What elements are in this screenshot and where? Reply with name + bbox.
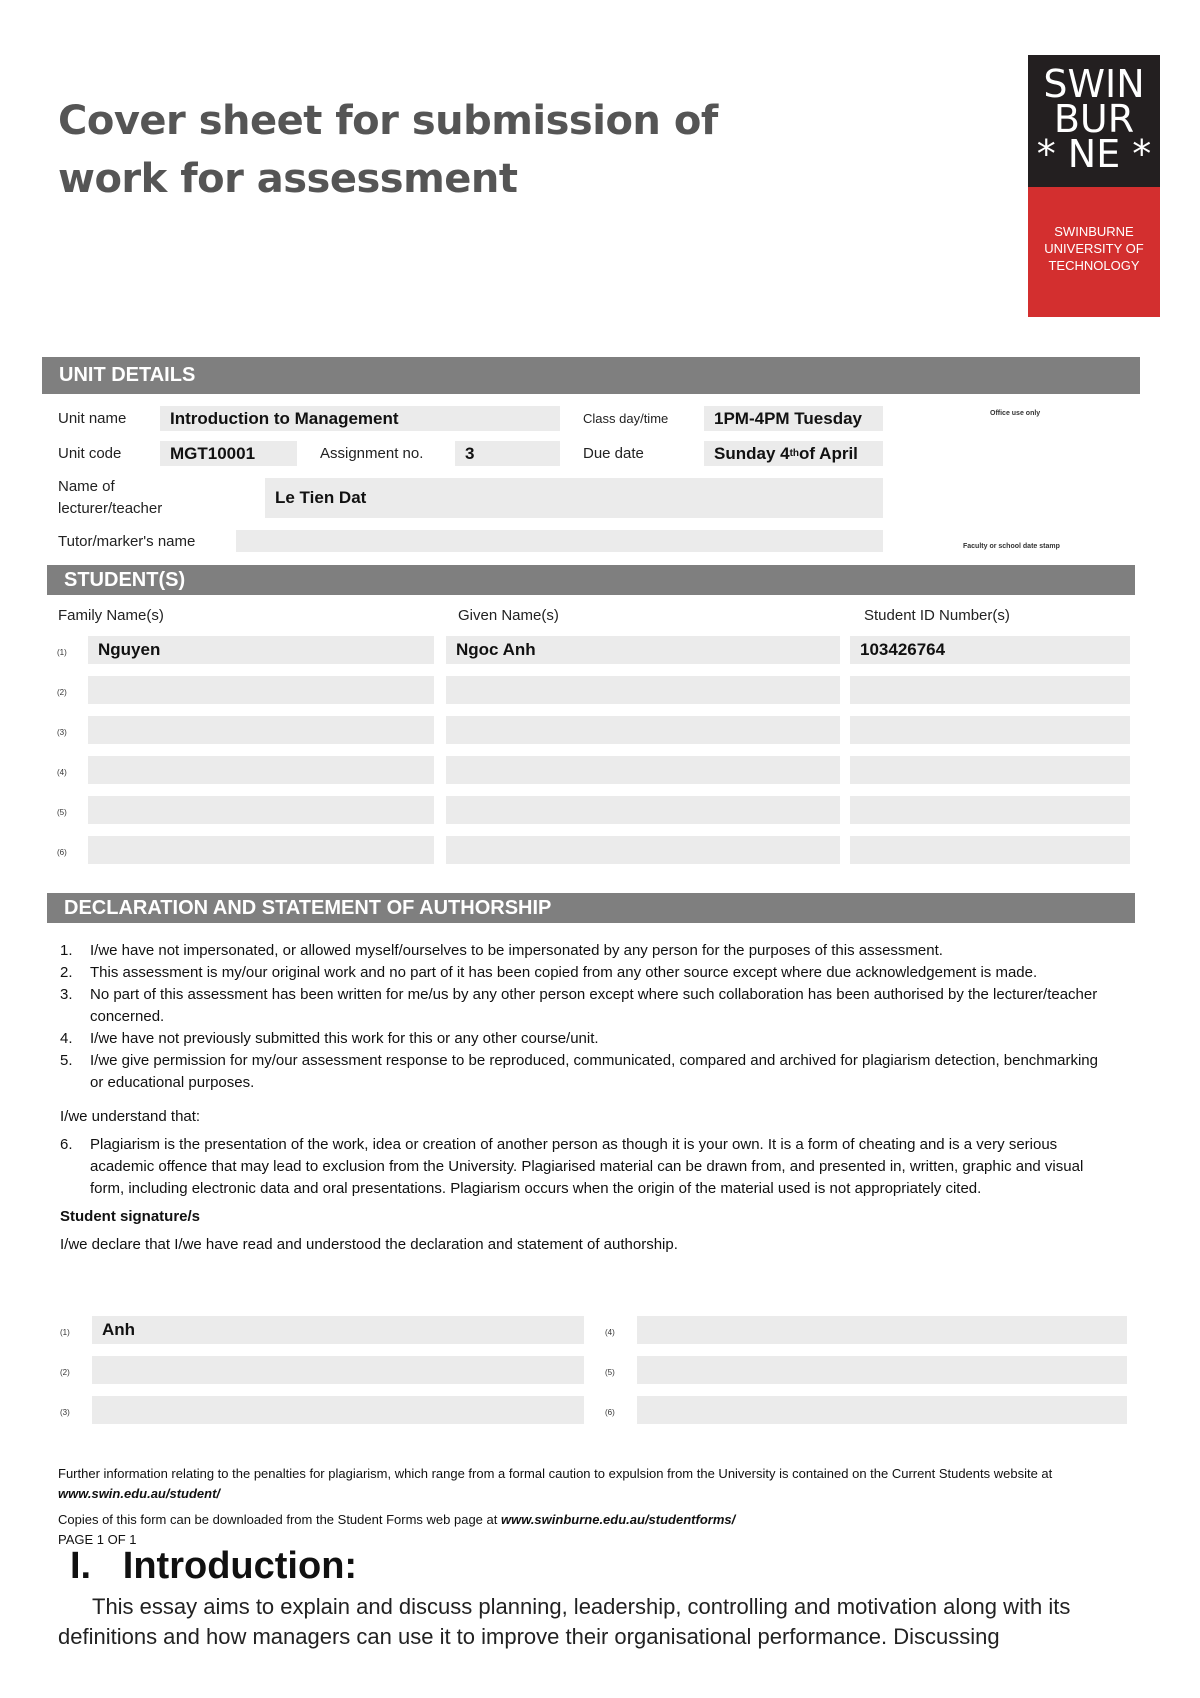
unit-code-label: Unit code [58, 445, 122, 462]
declaration-item: 1. I/we have not impersonated, or allowed myself/ourselves to be impersonated by any person for the purposes of this assessment. [60, 942, 943, 959]
faculty-stamp-label: Faculty or school date stamp [963, 543, 1060, 550]
signature-statement: I/we declare that I/we have read and understood the declaration and statement of authorship. [60, 1236, 678, 1253]
declaration-heading: DECLARATION AND STATEMENT OF AUTHORSHIP [47, 893, 1135, 923]
family-name-field[interactable] [88, 716, 434, 744]
unit-details-heading: UNIT DETAILS [42, 357, 1140, 394]
signature-number: (6) [605, 1408, 615, 1417]
given-name-field[interactable] [446, 756, 840, 784]
declaration-item: 2. This assessment is my/our original work and no part of it has been copied from any other source except where due acknowledgement is made. [60, 964, 1038, 981]
student-id-field[interactable] [850, 716, 1130, 744]
assignment-no-label: Assignment no. [320, 445, 424, 462]
understand-text: I/we understand that: [60, 1108, 201, 1125]
given-name-field[interactable]: Ngoc Anh [446, 636, 840, 664]
student-row-number: (2) [57, 688, 67, 697]
due-date-field[interactable]: Sunday 4 th of April [704, 441, 883, 466]
signature-number: (2) [60, 1368, 70, 1377]
student-forms-link[interactable]: www.swinburne.edu.au/studentforms/ [500, 1512, 736, 1527]
declaration-list [60, 940, 1110, 1094]
student-id-field[interactable] [850, 676, 1130, 704]
given-name-field[interactable] [446, 676, 840, 704]
given-name-header: Given Name(s) [458, 607, 559, 624]
student-row-number: (4) [57, 768, 67, 777]
introduction-text: This essay aims to explain and discuss planning, leadership, controlling and motivation along with its definitions and how managers can use it to improve their organisational performance. Discussing [58, 1594, 1071, 1649]
students-heading: STUDENT(S) [47, 565, 1135, 595]
class-time-label: Class day/time [583, 411, 669, 426]
introduction-heading: I. Introduction: [70, 1545, 358, 1587]
signature-field[interactable] [637, 1356, 1127, 1384]
unit-name-field[interactable]: Introduction to Management [160, 406, 560, 431]
family-name-field[interactable]: Nguyen [88, 636, 434, 664]
logo-subtitle: SWINBURNE UNIVERSITY OF TECHNOLOGY [1028, 187, 1160, 317]
tutor-field[interactable] [236, 530, 883, 552]
copies-info: Copies of this form can be downloaded from the Student Forms web page at www.swinburne.edu.au/studentforms/ [58, 1512, 736, 1527]
family-name-header: Family Name(s) [58, 607, 164, 624]
assignment-no-field[interactable]: 3 [455, 441, 560, 466]
office-use-label: Office use only [990, 410, 1041, 417]
student-link[interactable]: www.swin.edu.au/student/ [58, 1486, 221, 1501]
family-name-field[interactable] [88, 836, 434, 864]
swinburne-logo [1028, 55, 1160, 317]
family-name-field[interactable] [88, 756, 434, 784]
signature-field[interactable] [637, 1396, 1127, 1424]
declaration-item: 6. Plagiarism is the presentation of the work, idea or creation of another person as though it is your own. It is a form of cheating and is a very serious academic offence that may lead to exclusion from the University. Plagiarised material can be drawn from, and presented in, written, graphic and visual form, including electronic data and oral presentations. Plagiarism occurs when the origin of the material used is not appropriately cited. [60, 1136, 1084, 1197]
further-info: Further information relating to the penalties for plagiarism, which range from a formal caution to expulsion from the University is contained on the Current Students website at www.swin.edu.au/student/ [58, 1466, 1053, 1501]
signature-heading: Student signature/s [60, 1208, 201, 1225]
signature-number: (4) [605, 1328, 615, 1337]
unit-name-label: Unit name [58, 410, 127, 427]
student-row-number: (1) [57, 648, 67, 657]
given-name-field[interactable] [446, 716, 840, 744]
student-id-field[interactable] [850, 796, 1130, 824]
given-name-field[interactable] [446, 836, 840, 864]
given-name-field[interactable] [446, 796, 840, 824]
page-number: PAGE 1 OF 1 [58, 1532, 137, 1547]
signature-field[interactable] [637, 1316, 1127, 1344]
lecturer-field[interactable]: Le Tien Dat [265, 478, 883, 518]
lecturer-label: Name of lecturer/teacher [58, 478, 163, 517]
student-row-number: (3) [57, 728, 67, 737]
student-id-field[interactable]: 103426764 [850, 636, 1130, 664]
family-name-field[interactable] [88, 796, 434, 824]
due-date-label: Due date [583, 445, 644, 462]
declaration-body [60, 940, 1110, 1256]
family-name-field[interactable] [88, 676, 434, 704]
signature-number: (1) [60, 1328, 70, 1337]
title-line-1: Cover sheet for submission of [58, 98, 718, 144]
page-title [58, 92, 758, 208]
declaration-item: 3. No part of this assessment has been written for me/us by any other person except where such collaboration has been authorised by the lecturer/teacher concerned. [60, 986, 1098, 1025]
declaration-item: 4. I/we have not previously submitted this work for this or any other course/unit. [60, 1030, 599, 1047]
student-id-header: Student ID Number(s) [864, 607, 1010, 624]
student-row-number: (6) [57, 848, 67, 857]
signature-field[interactable] [92, 1396, 584, 1424]
signature-field[interactable]: Anh [92, 1316, 584, 1344]
tutor-label: Tutor/marker's name [58, 533, 196, 550]
class-time-field[interactable]: 1PM-4PM Tuesday [704, 406, 883, 431]
signature-number: (3) [60, 1408, 70, 1417]
student-row-number: (5) [57, 808, 67, 817]
title-line-2: work for assessment [58, 156, 518, 202]
student-id-field[interactable] [850, 756, 1130, 784]
declaration-item: 5. I/we give permission for my/our assessment response to be reproduced, communicated, compared and archived for plagiarism detection, benchmarking or educational purposes. [60, 1052, 1098, 1091]
signature-number: (5) [605, 1368, 615, 1377]
unit-code-field[interactable]: MGT10001 [160, 441, 297, 466]
signature-field[interactable] [92, 1356, 584, 1384]
logo-wordmark: SWIN BUR * NE * [1028, 55, 1160, 187]
student-id-field[interactable] [850, 836, 1130, 864]
